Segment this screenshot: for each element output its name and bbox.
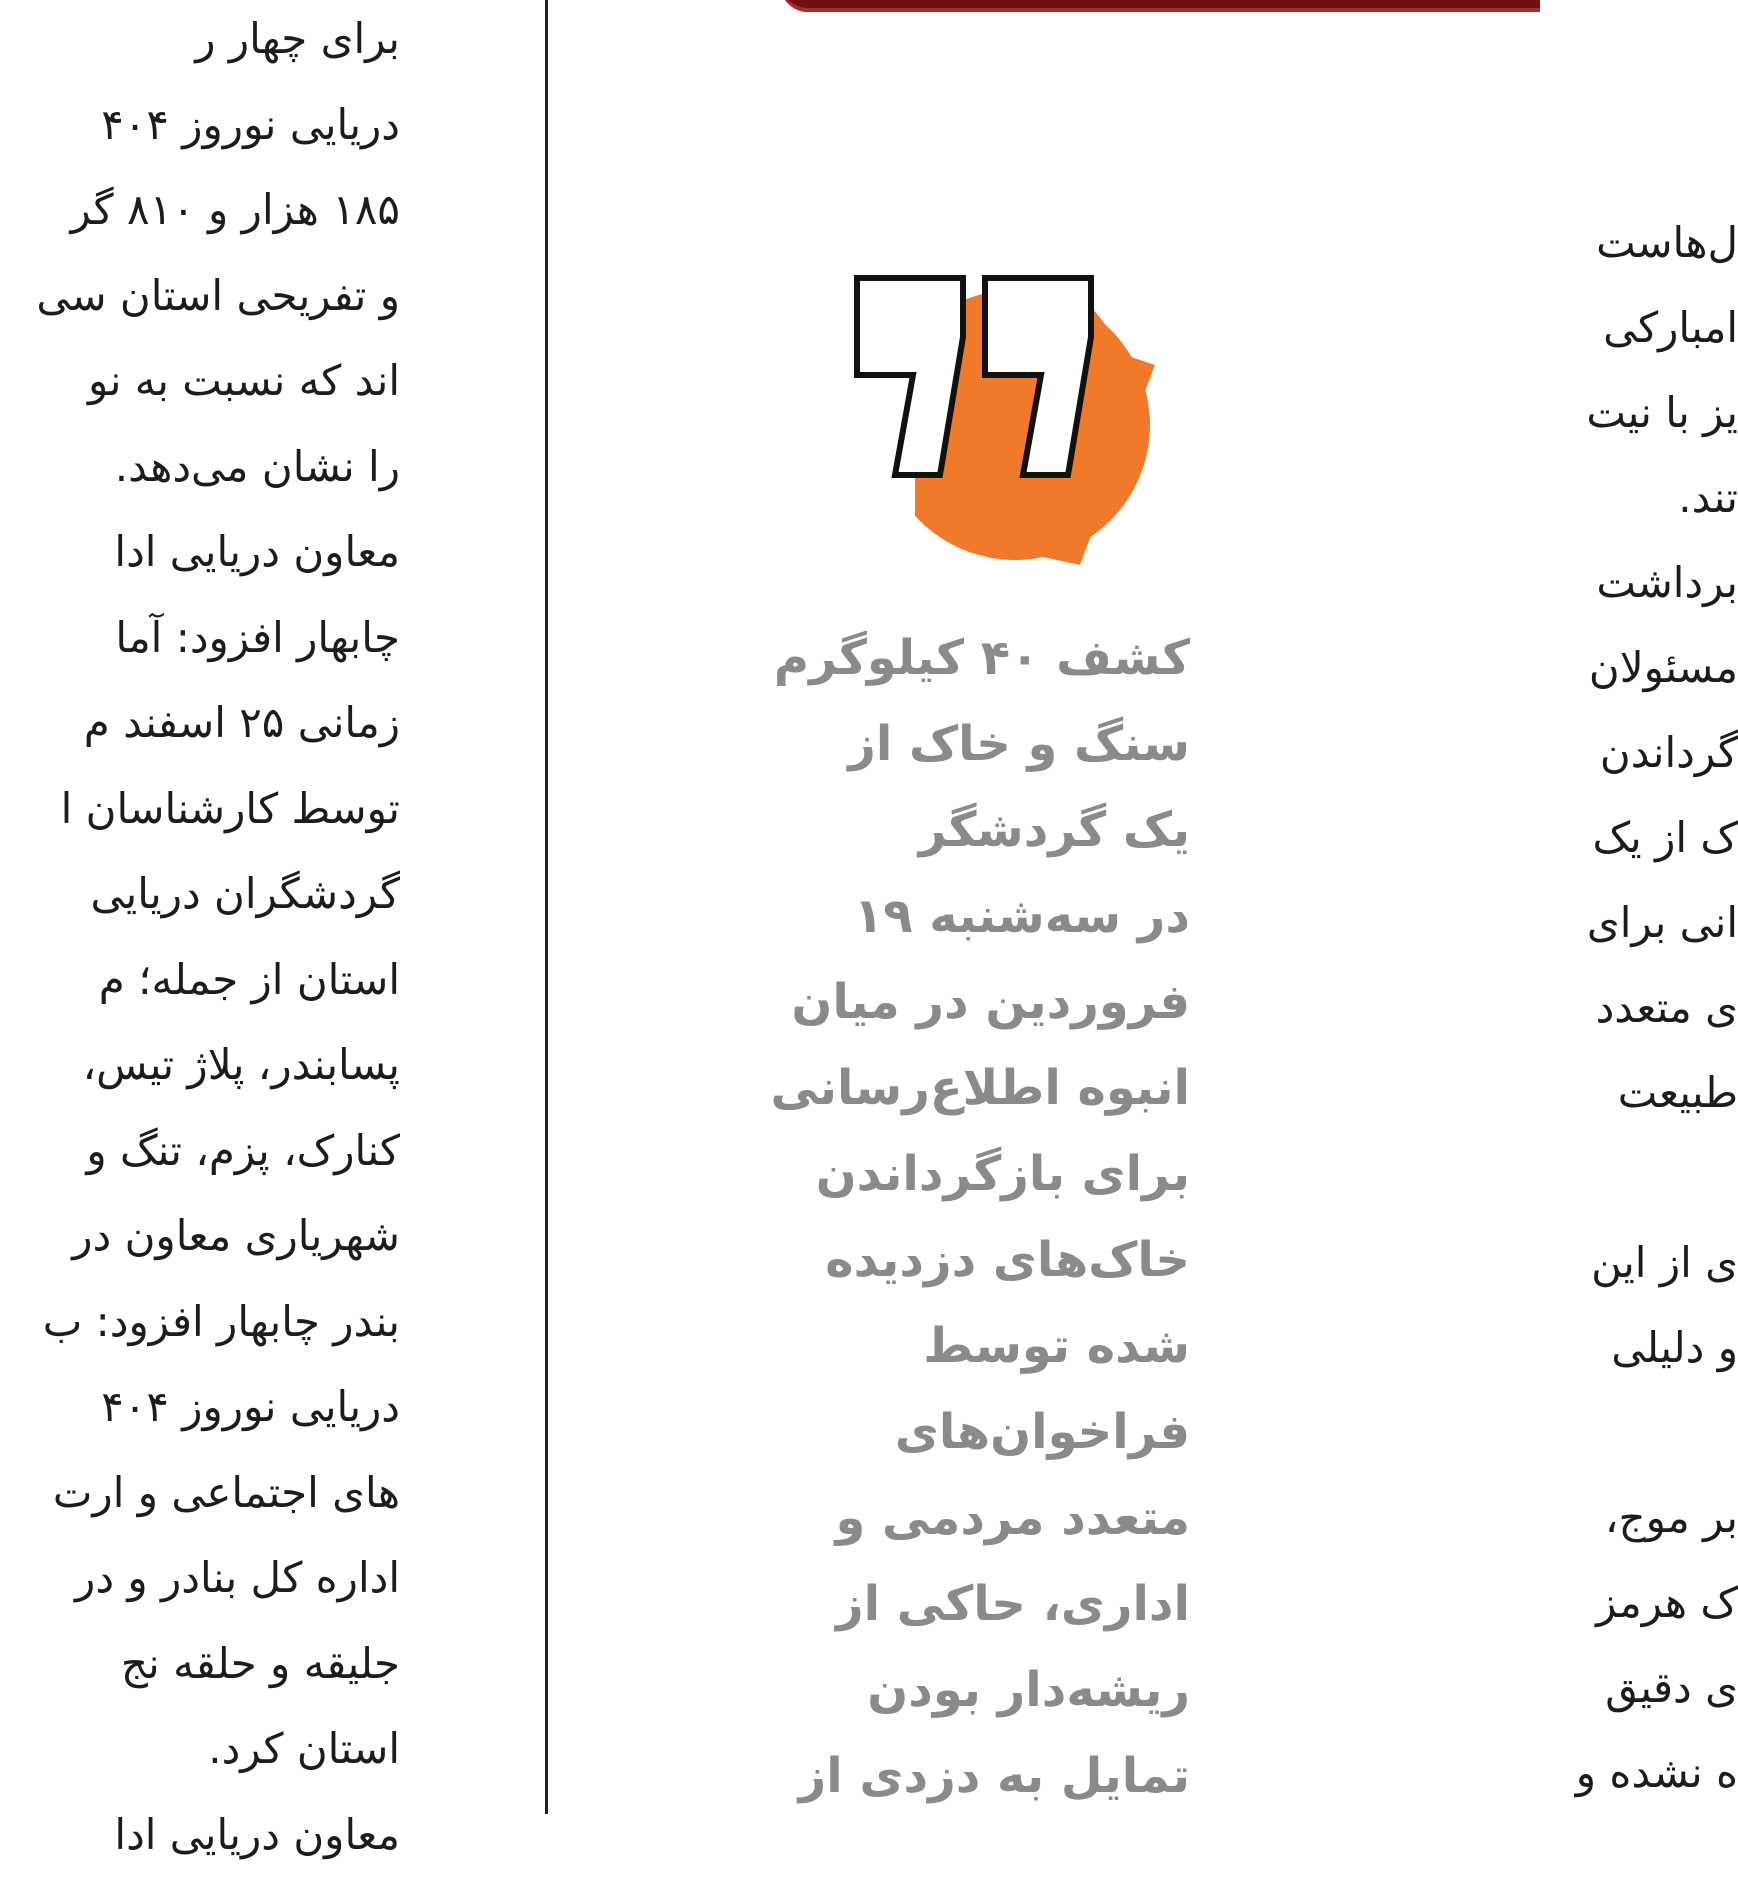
text-line: ک هرمز (1318, 1560, 1738, 1645)
pull-quote-line: کشف ۴۰ کیلوگرم (770, 615, 1190, 701)
pull-quote-line: فراخوان‌های (770, 1389, 1190, 1475)
text-line: دریایی نوروز ۴۰۴ (0, 1364, 400, 1450)
text-line: شهریاری معاون در (0, 1193, 400, 1279)
text-line: چابهار افزود: آما (0, 595, 400, 681)
text-line: بر موج، (1318, 1475, 1738, 1560)
text-line: کنارک، پزم، تنگ و (0, 1108, 400, 1194)
pull-quote-line: اداری، حاکی از (770, 1561, 1190, 1647)
text-line: ی متعدد (1318, 965, 1738, 1050)
text-line: اند که نسبت به نو (0, 338, 400, 424)
text-line: امبارکی (1318, 285, 1738, 370)
text-line: ک از یک (1318, 795, 1738, 880)
text-line: مسئولان (1318, 625, 1738, 710)
text-line (1318, 1390, 1738, 1475)
quote-marks-icon (855, 275, 1195, 570)
pull-quote-line: انبوه اطلاع‌رسانی (770, 1045, 1190, 1131)
text-line: ی از این (1318, 1220, 1738, 1305)
text-line: تند. (1318, 455, 1738, 540)
text-line: یز با نیت (1318, 370, 1738, 455)
text-line: جلیقه و حلقه نج (0, 1621, 400, 1707)
text-line: ۱۸۵ هزار و ۸۱۰ گر (0, 167, 400, 253)
pull-quote-line: متعدد مردمی و (770, 1475, 1190, 1561)
text-line: برای چهار ر (0, 0, 400, 82)
text-line: های اجتماعی و ارت (0, 1450, 400, 1536)
pull-quote-line: تمایل به دزدی از (770, 1733, 1190, 1819)
article-column-right (1318, 200, 1738, 1815)
text-line: و تفریحی استان سی (0, 253, 400, 339)
text-line: ه نشده و (1318, 1730, 1738, 1815)
photo-edge (780, 0, 1540, 12)
text-line: بندر چابهار افزود: ب (0, 1279, 400, 1365)
text-line: انی برای (1318, 880, 1738, 965)
pull-quote (770, 615, 1190, 1819)
pull-quote-line: ریشه‌دار بودن (770, 1647, 1190, 1733)
pull-quote-line: شده توسط (770, 1303, 1190, 1389)
text-line: اداره کل بنادر و در (0, 1535, 400, 1621)
pull-quote-line: برای بازگرداندن (770, 1131, 1190, 1217)
pull-quote-line: فروردین در میان (770, 959, 1190, 1045)
text-line: استان کرد. (0, 1706, 400, 1792)
text-line: زمانی ۲۵ اسفند م (0, 680, 400, 766)
text-line: طبیعت (1318, 1050, 1738, 1135)
text-line: را نشان می‌دهد. (0, 424, 400, 510)
text-line: ی دقیق (1318, 1645, 1738, 1730)
text-line: دریایی نوروز ۴۰۴ (0, 82, 400, 168)
text-line: و دلیلی (1318, 1305, 1738, 1390)
text-line: گردشگران دریایی (0, 851, 400, 937)
text-line: توسط کارشناسان ا (0, 766, 400, 852)
pull-quote-line: خاک‌های دزدیده (770, 1217, 1190, 1303)
pull-quote-line: یک گردشگر (770, 787, 1190, 873)
text-line: برداشت (1318, 540, 1738, 625)
text-line: استان از جمله؛ م (0, 937, 400, 1023)
text-line: گرداندن (1318, 710, 1738, 795)
text-line: پسابندر، پلاژ تیس، (0, 1022, 400, 1108)
text-line (1318, 1135, 1738, 1220)
pull-quote-line: سنگ و خاک از (770, 701, 1190, 787)
column-divider (545, 0, 548, 1814)
article-column-left (0, 0, 400, 1877)
text-line: ل‌هاست (1318, 200, 1738, 285)
text-line: معاون دریایی ادا (0, 1792, 400, 1877)
pull-quote-line: در سه‌شنبه ۱۹ (770, 873, 1190, 959)
text-line: معاون دریایی ادا (0, 509, 400, 595)
